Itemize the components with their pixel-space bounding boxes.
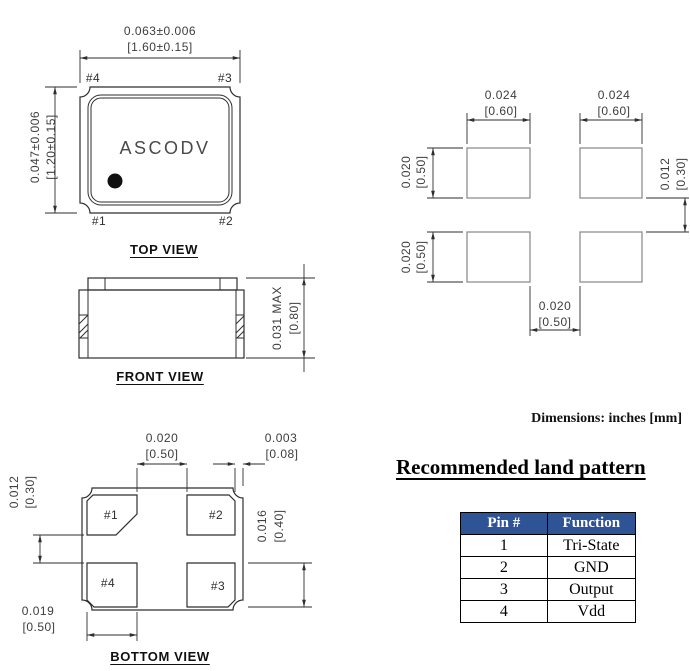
bottom-pad-height-mm: [0.40] [272, 509, 286, 543]
bottom-pad-gap-x-mm: [0.50] [145, 447, 179, 461]
top-view-label: TOP VIEW [130, 242, 198, 257]
land-pad-height-bottom-dimension [427, 232, 463, 282]
table-row [461, 557, 636, 579]
table-row [461, 601, 636, 623]
land-pad-top-right [580, 148, 642, 198]
lid-side [88, 278, 237, 290]
bottom-edge-clearance-inches: 0.003 [264, 431, 298, 445]
bottom-pad-label-1: #1 [103, 508, 119, 522]
bottom-pad-label-2: #2 [208, 508, 224, 522]
land-pad-bottom-right [580, 232, 642, 282]
bottom-edge-clearance-mm: [0.08] [265, 447, 299, 461]
pin-function: GND [547, 557, 635, 579]
body-side [79, 290, 244, 358]
land-pad-height-top-dimension [427, 148, 463, 198]
front-height-dim-mm: [0.80] [287, 301, 301, 335]
bottom-pad-gap-x-inches: 0.020 [145, 431, 179, 445]
top-width-dim-inches: 0.063±0.006 [123, 24, 197, 38]
land-col-gap-mm: [0.50] [538, 315, 572, 329]
front-height-dim-inches: 0.031 MAX [270, 286, 284, 350]
land-pad-top-left [467, 148, 530, 198]
pad-width-dimension [87, 612, 137, 641]
top-pin-label-4: #4 [85, 71, 101, 85]
land-pad-width-right-mm: [0.60] [597, 104, 631, 118]
land-col-gap-inches: 0.020 [538, 299, 572, 313]
land-row-gap-mm: [0.30] [674, 157, 688, 191]
land-pad-width-right-inches: 0.024 [597, 88, 631, 102]
land-pad-bottom-left [467, 232, 530, 282]
bottom-pad-width-mm: [0.50] [22, 620, 56, 634]
bottom-pad-label-3: #3 [210, 579, 226, 593]
pin-function: Vdd [547, 601, 635, 623]
table-row [461, 535, 636, 557]
bottom-pad-gap-y-inches: 0.012 [7, 475, 21, 509]
top-pin-label-1: #1 [91, 214, 107, 228]
units-note: Dimensions: inches [mm] [531, 411, 682, 426]
table-row [461, 579, 636, 601]
top-pin-label-3: #3 [217, 71, 233, 85]
bottom-pad-height-inches: 0.016 [255, 509, 269, 543]
land-pad-height-bottom-inches: 0.020 [399, 240, 413, 274]
top-height-dim-mm: [1.20±0.15] [44, 114, 58, 180]
top-width-dim-mm: [1.60±0.15] [127, 40, 193, 54]
land-pad-height-top-mm: [0.50] [414, 155, 428, 189]
table-header-row [461, 513, 636, 535]
pin-number: 4 [461, 601, 548, 623]
pad-gap-y-dimension [33, 535, 84, 563]
land-pads [467, 148, 642, 282]
pin-function: Tri-State [547, 535, 635, 557]
pin-function: Output [547, 579, 635, 601]
land-pad-width-left-mm: [0.60] [484, 104, 518, 118]
terminal-hatch-right [236, 315, 244, 338]
land-pad-width-left-inches: 0.024 [484, 88, 518, 102]
land-pad-height-top-inches: 0.020 [399, 155, 413, 189]
function-column-header: Function [547, 513, 635, 535]
bottom-view-label: BOTTOM VIEW [110, 649, 210, 664]
part-marking: ASCODV [119, 138, 211, 158]
bottom-pad-gap-y-mm: [0.30] [23, 475, 37, 509]
bottom-pad-label-4: #4 [100, 576, 116, 590]
bottom-pad-width-inches: 0.019 [21, 604, 55, 618]
pin-function-table [460, 512, 636, 623]
front-view-label: FRONT VIEW [116, 369, 204, 384]
terminal-hatch-left [79, 315, 88, 338]
land-pattern-heading: Recommended land pattern [396, 455, 646, 479]
pin-column-header: Pin # [461, 513, 548, 535]
top-pin-label-2: #2 [218, 214, 234, 228]
top-height-dim-inches: 0.047±0.006 [28, 110, 42, 184]
pin-number: 2 [461, 557, 548, 579]
land-row-gap-inches: 0.012 [658, 157, 672, 191]
pin1-marker-dot [108, 174, 123, 189]
pin-number: 3 [461, 579, 548, 601]
pin-number: 1 [461, 535, 548, 557]
land-pad-height-bottom-mm: [0.50] [414, 240, 428, 274]
